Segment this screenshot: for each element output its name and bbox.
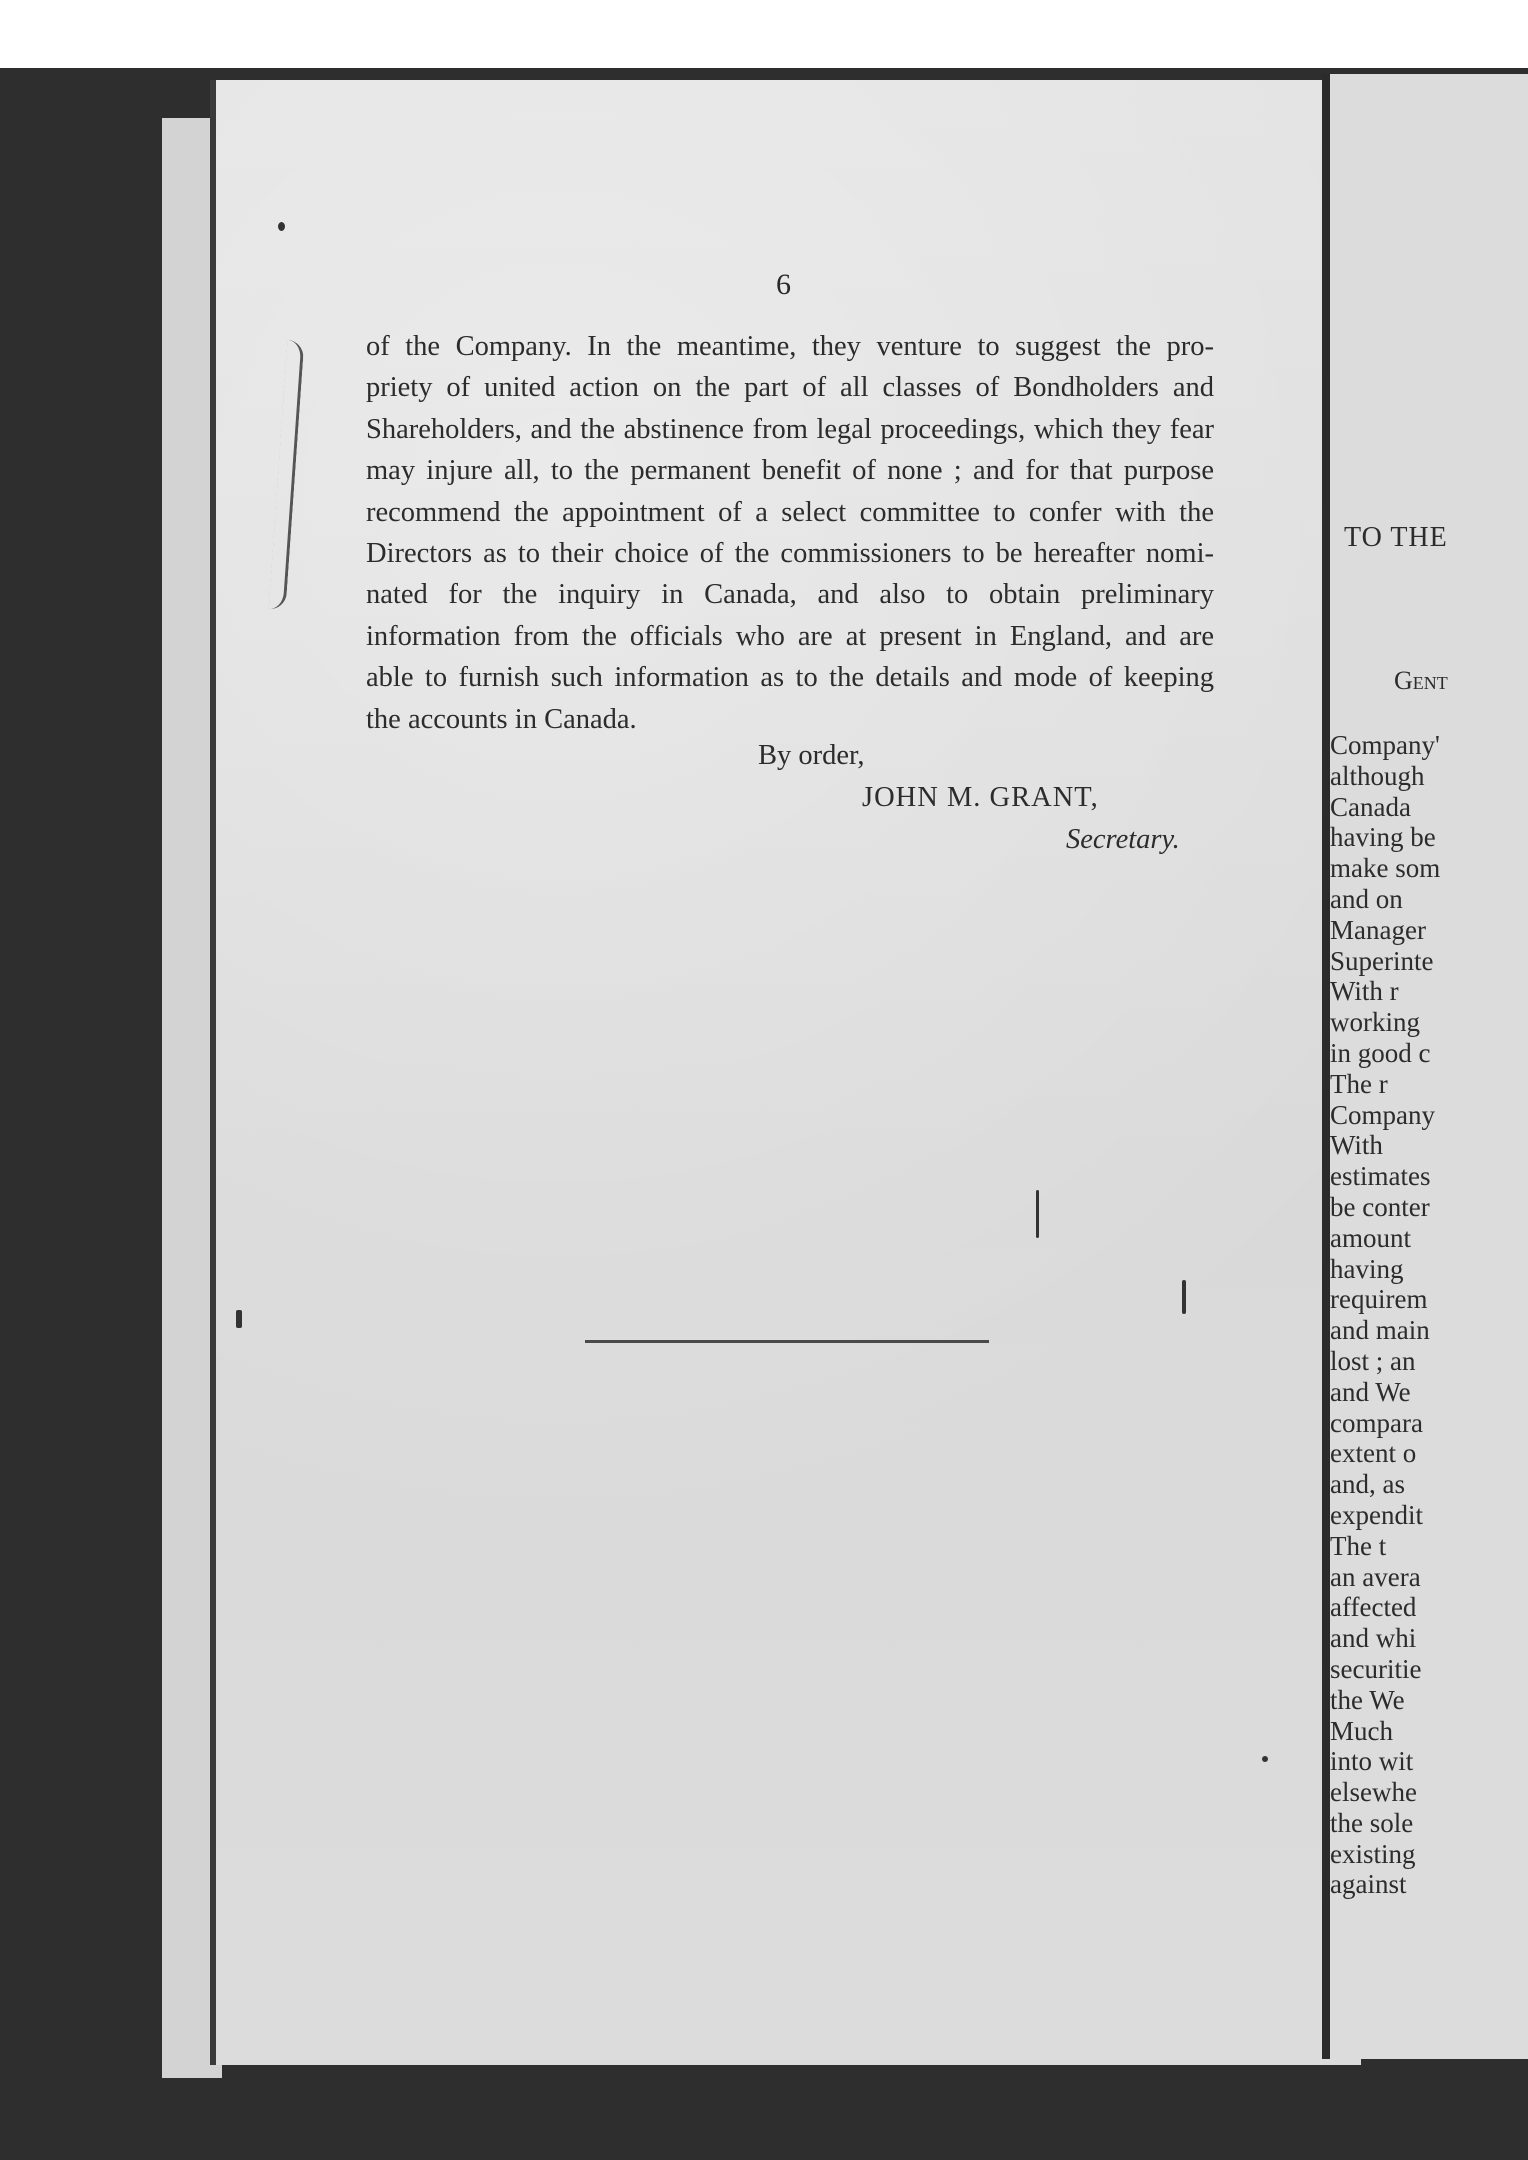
text-fragment: the We xyxy=(1330,1684,1405,1715)
text-fragment: having xyxy=(1330,1253,1404,1284)
right-page xyxy=(1322,74,1528,2059)
text-fragment: extent o xyxy=(1330,1438,1417,1469)
text-fragment: Superinte xyxy=(1330,945,1434,976)
text-fragment: having be xyxy=(1330,822,1436,853)
text-fragment: working xyxy=(1330,1007,1420,1038)
text-fragment: although xyxy=(1330,760,1425,791)
text-fragment: and main xyxy=(1330,1315,1430,1346)
paragraph-line: able to furnish such information as to the details and mode of keeping xyxy=(366,662,1214,694)
paragraph-line: Shareholders, and the abstinence from legal proceedings, which they fear xyxy=(366,413,1214,445)
body-paragraph xyxy=(366,326,1214,740)
text-fragment: be conter xyxy=(1330,1191,1430,1222)
paper-speck xyxy=(236,1310,242,1328)
text-fragment: and, as xyxy=(1330,1469,1405,1500)
paper-speck xyxy=(1262,1756,1268,1762)
right-page-heading: TO THE xyxy=(1344,522,1448,553)
text-fragment: Canada xyxy=(1330,791,1411,822)
text-fragment: an avera xyxy=(1330,1561,1421,1592)
right-page-salutation: Gent xyxy=(1394,666,1448,695)
text-fragment: in good c xyxy=(1330,1037,1431,1068)
signature-title: Secretary. xyxy=(1066,824,1180,855)
section-divider-rule xyxy=(585,1340,989,1343)
page-number: 6 xyxy=(776,268,791,301)
text-fragment: elsewhe xyxy=(1330,1777,1417,1808)
text-fragment: Company xyxy=(1330,1099,1435,1130)
text-fragment: securitie xyxy=(1330,1653,1422,1684)
text-fragment: lost ; an xyxy=(1330,1345,1416,1376)
text-fragment: and on xyxy=(1330,883,1403,914)
paragraph-line: may injure all, to the permanent benefit of none ; and for that purpose xyxy=(366,455,1214,487)
text-fragment: affected xyxy=(1330,1592,1417,1623)
paragraph-line: nated for the inquiry in Canada, and also to obtain preliminary xyxy=(366,579,1214,611)
signature-by-order: By order, xyxy=(758,740,865,771)
paragraph-line: Directors as to their choice of the commissioners to be hereafter nomi- xyxy=(366,538,1214,570)
text-fragment: Manager xyxy=(1330,914,1426,945)
paper-speck xyxy=(1036,1190,1039,1238)
text-fragment: The r xyxy=(1330,1068,1388,1099)
text-fragment: With xyxy=(1330,1130,1383,1161)
paragraph-line: of the Company. In the meantime, they venture to suggest the pro- xyxy=(366,331,1214,362)
text-fragment: Company' xyxy=(1330,730,1440,760)
text-fragment: existing xyxy=(1330,1838,1416,1869)
text-fragment: against xyxy=(1330,1869,1407,1900)
text-fragment: With r xyxy=(1330,976,1399,1007)
paragraph-line: information from the officials who are at present in England, and are xyxy=(366,620,1214,652)
text-fragment: make som xyxy=(1330,853,1441,884)
text-fragment: compara xyxy=(1330,1407,1423,1438)
text-fragment: and We xyxy=(1330,1376,1411,1407)
paper-speck xyxy=(278,222,285,231)
text-fragment: estimates xyxy=(1330,1161,1431,1192)
paragraph-line: priety of united action on the part of all classes of Bondholders and xyxy=(366,372,1214,404)
text-fragment: amount xyxy=(1330,1222,1411,1253)
text-fragment: into wit xyxy=(1330,1746,1414,1777)
right-page-text xyxy=(1330,730,1440,1900)
text-fragment: The t xyxy=(1330,1530,1387,1561)
paragraph-line: the accounts in Canada. xyxy=(366,703,637,735)
paragraph-line: recommend the appointment of a select committee to confer with the xyxy=(366,496,1214,528)
text-fragment: Much xyxy=(1330,1715,1393,1746)
paper-speck xyxy=(1182,1280,1186,1314)
signature-name: JOHN M. GRANT, xyxy=(862,782,1099,813)
text-fragment: the sole xyxy=(1330,1807,1414,1838)
text-fragment: expendit xyxy=(1330,1499,1423,1530)
text-fragment: and whi xyxy=(1330,1623,1417,1654)
text-fragment: requirem xyxy=(1330,1284,1428,1315)
